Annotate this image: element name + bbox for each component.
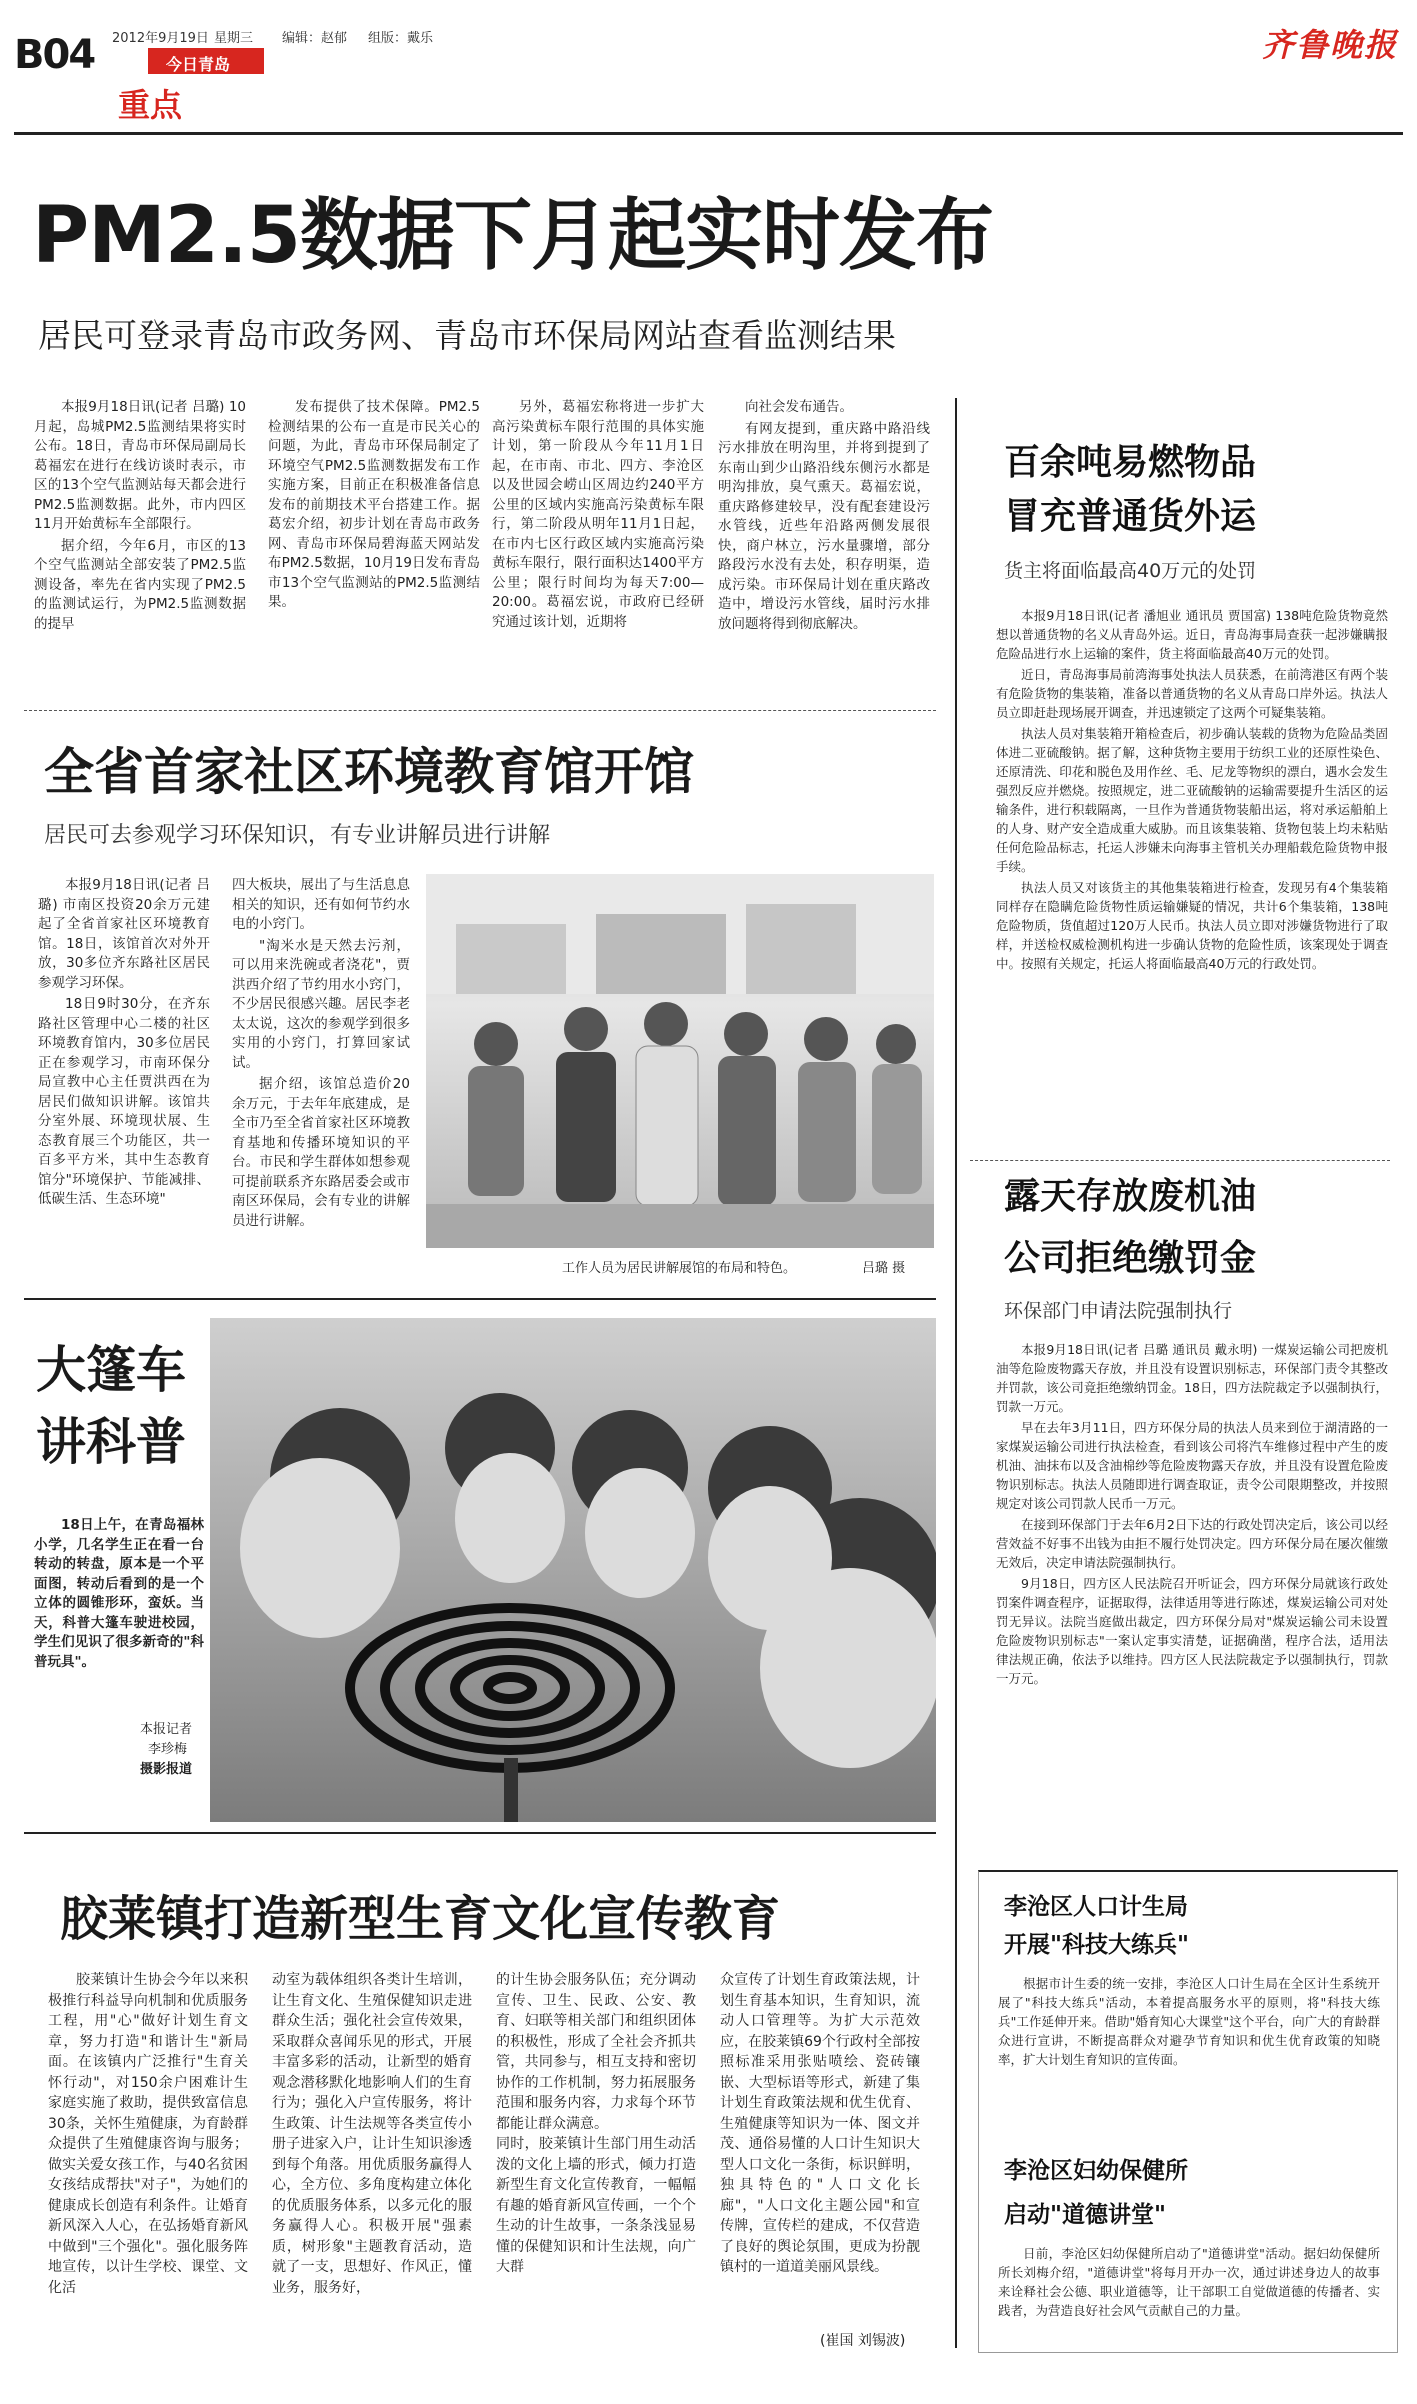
story2-col2-p2: "淘米水是天然去污剂，可以用来洗碗或者浇花"，贾洪西介绍了节约用水小窍门，不少居民很感兴趣。居民李老太太说，这次的参观学到很多实用的小窍门，打算回家试试。 bbox=[232, 937, 410, 1071]
story3-col-4 bbox=[720, 1970, 920, 2326]
right-column-rule bbox=[955, 398, 957, 2348]
feature-byline-2: 李珍梅 bbox=[148, 1742, 188, 1757]
sidebar1-p3: 执法人员对集装箱开箱检查后，初步确认装载的货物为危险品类固体进二亚硫酸钠。据了解，这种货物主要用于纺织工业的还原性染色、还原清洗、印花和脱色及用作丝、毛、尼龙等物织的漂白，遇水会发生强烈反应并燃烧。按照规定，进二亚硫酸钠的运输需要提升生活区的运输条件，进行积载隔离，一旦作为普通货物装船出运，将对承运船舶上的人身、财产安全造成重大威胁。而且该集装箱、货物包装上均未粘贴任何危险品标志，托运人涉嫌未向海事主管机关办理船载危险货物申报手续。 bbox=[996, 726, 1388, 874]
section-label: 重点 bbox=[118, 86, 183, 124]
feature-body bbox=[34, 1516, 204, 1716]
sidebar2-body bbox=[996, 1340, 1388, 1832]
sidebar4-headline-2: 启动"道德讲堂" bbox=[1004, 2202, 1166, 2228]
sidebar1-p1: 本报9月18日讯(记者 潘旭业 通讯员 贾国富) 138吨危险货物竟然想以普通货物的名义从青岛外运。近日，青岛海事局查获一起涉嫌瞒报危险品进行水上运输的案件，货主将面临最高40万元的处罚。 bbox=[996, 608, 1388, 661]
sidebar1-body bbox=[996, 606, 1388, 1166]
sidebar1-divider bbox=[970, 1160, 1390, 1161]
story2-col-1 bbox=[38, 876, 210, 1286]
paper-logo: 齐鲁晚报 bbox=[1262, 26, 1399, 64]
lead-col-2 bbox=[268, 398, 480, 694]
story3-credit: (崔国 刘锡波) bbox=[820, 2333, 906, 2349]
sidebar2-p4: 9月18日，四方区人民法院召开听证会，四方环保分局就该行政处罚案件调查程序，证据取得，法律适用等进行陈述，煤炭运输公司对处罚无异议。法院当庭做出裁定，四方环保分局对"煤炭运输公司未设置危险废物识别标志"一案认定事实清楚，证据确凿，程序合法，适用法律法规正确，依法予以维持。四方区人民法院裁定予以强制执行，罚款一万元。 bbox=[996, 1576, 1388, 1686]
page-number: B04 bbox=[14, 32, 95, 78]
sidebar2-p2: 早在去年3月11日，四方环保分局的执法人员来到位于湖清路的一家煤炭运输公司进行执法检查，看到该公司将汽车维修过程中产生的废机油、油抹布以及含油棉纱等危险废物露天存放，并且没有设置危险废物识别标志。执法人员随即进行调查取证，责令公司限期整改，并按照规定对该公司罚款人民币一万元。 bbox=[996, 1420, 1388, 1511]
layout-credit: 组版：戴乐 bbox=[368, 31, 434, 46]
sidebar2-subhead: 环保部门申请法院强制执行 bbox=[1004, 1300, 1233, 1322]
story3-col-3 bbox=[496, 1970, 696, 2348]
sidebar3-body bbox=[998, 1974, 1380, 2124]
sidebar1-p2: 近日，青岛海事局前湾海事处执法人员获悉，在前湾港区有两个装有危险货物的集装箱，准备以普通货物的名义从青岛口岸外运。执法人员立即赶赴现场展开调查，并迅速锁定了这两个可疑集装箱。 bbox=[996, 667, 1388, 720]
exhibit-photo-caption: 工作人员为居民讲解展馆的布局和特色。 bbox=[562, 1261, 797, 1276]
lead-col4-p1: 向社会发布通告。 bbox=[745, 399, 853, 415]
lead-col-1 bbox=[34, 398, 246, 694]
issue-date: 2012年9月19日 bbox=[112, 31, 209, 46]
story3-col4-text: 众宣传了计划生育政策法规，计划生育基本知识，生育知识，流动人口管理等。为扩大示范效应，在胶莱镇69个行政村全部按照标准采用张贴喷绘、瓷砖镶嵌、大型标语等形式，新建了集计划生育政策法规和优生优育、生殖健康等知识为一体、图文并茂、通俗易懂的人口计生知识大型人口文化一条街，标识鲜明，独具特色的"人口文化长廊"，"人口文化主题公园"和宣传牌，宣传栏的建成，不仅营造了良好的舆论氛围，更成为扮靓镇村的一道道美丽风景线。 bbox=[720, 1972, 920, 2275]
story2-col1-p1: 本报9月18日讯(记者 吕璐) 市南区投资20余万元建起了全省首家社区环境教育馆。18日，该馆首次对外开放，30多位齐东路社区居民参观学习环保。 bbox=[38, 877, 210, 991]
sidebar1-subhead: 货主将面临最高40万元的处罚 bbox=[1004, 560, 1257, 582]
sidebar2-headline-2: 公司拒绝缴罚金 bbox=[1004, 1238, 1257, 1279]
story2-col2-p3: 据介绍，该馆总造价20余万元，于去年年底建成，是全市乃至全省首家社区环境教育基地和传播环境知识的平台。市民和学生群体如想参观可提前联系齐东路居委会或市南区环保局，会有专业的讲解员进行讲解。 bbox=[232, 1076, 410, 1229]
exhibit-photo-credit: 吕璐 摄 bbox=[862, 1261, 906, 1276]
story2-subhead: 居民可去参观学习环保知识，有专业讲解员进行讲解 bbox=[44, 823, 551, 848]
feature-photo bbox=[210, 1318, 936, 1822]
issue-weekday: 星期三 bbox=[214, 31, 254, 46]
lead-col1-p2: 据介绍，今年6月，市区的13个空气监测站全部安装了PM2.5监测设备，率先在省内实现了PM2.5的监测试运行，为PM2.5监测数据的提早 bbox=[34, 537, 246, 632]
exhibit-photo-scene bbox=[426, 874, 934, 1248]
feature-title-1: 大篷车 bbox=[36, 1341, 186, 1399]
lead-col-4 bbox=[718, 398, 930, 694]
sidebar1-headline-2: 冒充普通货外运 bbox=[1004, 496, 1257, 537]
sidebar3-p1: 根据市计生委的统一安排，李沧区人口计生局在全区计生系统开展了"科技大练兵"活动，本着提高服务水平的原则，将"科技大练兵"工作延伸开来。借助"婚育知心大课堂"这个平台，向广大的育龄群众进行宣讲，不断提高群众对避孕节育知识和优生优育政策的知晓率，扩大计划生育知识的宣传面。 bbox=[998, 1976, 1380, 2067]
story3-headline: 胶莱镇打造新型生育文化宣传教育 bbox=[60, 1891, 781, 1947]
lead-headline: PM2.5数据下月起实时发布 bbox=[32, 191, 993, 281]
sidebar1-p4: 执法人员又对该货主的其他集装箱进行检查，发现另有4个集装箱同样存在隐瞒危险货物性质运输嫌疑的情况，共计6个集装箱，138吨危险物质，货值超过120万人民币。执法人员立即对涉嫌货物进行了取样，并送检权威检测机构进一步确认货物的危险性质，该案现处于调查中。按照有关规定，托运人将面临最高40万元的行政处罚。 bbox=[996, 880, 1388, 971]
sidebar2-p1: 本报9月18日讯(记者 吕璐 通讯员 戴永明) 一煤炭运输公司把废机油等危险废物露天存放，并且没有设置识别标志，环保部门责令其整改并罚款，该公司竟拒绝缴纳罚金。18日，四方法院裁定予以强制执行，罚款一万元。 bbox=[996, 1342, 1388, 1414]
feature-top-rule bbox=[24, 1298, 936, 1300]
exhibit-photo bbox=[426, 874, 934, 1248]
lead-col2-p1: 发布提供了技术保障。PM2.5检测结果的公布一直是市民关心的问题，为此，青岛市环保局制定了环境空气PM2.5监测数据发布工作实施方案，目前正在积极准备信息发布的前期技术平台搭建工作。据葛宏介绍，初步计划在青岛市政务网、青岛市环保局碧海蓝天网站发布PM2.5数据，10月19日发布青岛市13个空气监测站的PM2.5监测结果。 bbox=[268, 399, 480, 610]
lead-subhead: 居民可登录青岛市政务网、青岛市环保局网站查看监测结果 bbox=[38, 316, 896, 355]
story3-col-2 bbox=[272, 1970, 472, 2348]
lead-divider bbox=[24, 710, 936, 711]
feature-byline-3: 摄影报道 bbox=[140, 1762, 193, 1777]
sidebar1-headline-1: 百余吨易燃物品 bbox=[1004, 442, 1257, 483]
editor-credit: 编辑：赵郁 bbox=[282, 31, 348, 46]
lead-col1-p1: 本报9月18日讯(记者 吕璐) 10月起，岛城PM2.5监测结果将实时公布。18日，青岛市环保局副局长葛福宏在进行在线访谈时表示，市区的13个空气监测站每天都会进行PM2.5监测数据。此外，市内四区11月开始黄标车全部限行。 bbox=[34, 399, 246, 532]
feature-bottom-rule bbox=[24, 1832, 936, 1834]
sidebar2-headline-1: 露天存放废机油 bbox=[1004, 1176, 1257, 1217]
feature-title-2: 讲科普 bbox=[36, 1413, 186, 1471]
sidebar4-body bbox=[998, 2244, 1380, 2344]
story3-col3-text: 的计生协会服务队伍；充分调动宣传、卫生、民政、公安、教育、妇联等相关部门和组织团体的积极性，形成了全社会齐抓共管，共同参与，相互支持和密切协作的工作机制，努力拓展服务范围和服务内容，力求每个环节都能让群众满意。 同时，胶莱镇计生部门用生动活泼的文化上墙的形式，倾力打造新型生育文化宣传教育，一幅幅有趣的婚育新风宣传画，一个个生动的计生故事，一条条浅显易懂的保健知识和计生法规，向广大群 bbox=[496, 1972, 696, 2275]
sidebar4-p1: 日前，李沧区妇幼保健所启动了"道德讲堂"活动。据妇幼保健所所长刘梅介绍，"道德讲堂"将每月开办一次，通过讲述身边人的故事来诠释社会公德、职业道德等，让干部职工自觉做道德的传播者、实践者，为营造良好社会风气贡献自己的力量。 bbox=[998, 2246, 1380, 2318]
story3-col1-text: 胶莱镇计生协会今年以来积极推行科益导向机制和优质服务工程，用"心"做好计划生育文章，努力打造"和谐计生"新局面。在该镇内广泛推行"生育关怀行动"，对150余户困难计生家庭实施了救助，提供致富信息30条，关怀生殖健康，为育龄群众提供了生殖健康咨询与服务；做实关爱女孩工作，与40名贫困女孩结成帮扶"对子"，为她们的健康成长创造有利条件。让婚育新风深入人心，在弘扬婚育新风中做到"三个强化"。强化服务阵地宣传，以计生学校、课堂、文化活 bbox=[48, 1972, 248, 2296]
sidebar3-headline-2: 开展"科技大练兵" bbox=[1004, 1932, 1189, 1958]
feature-photo-scene bbox=[210, 1318, 936, 1822]
story2-col1-p2: 18日9时30分，在齐东路社区管理中心二楼的社区环境教育馆内，30多位居民正在参观学习，市南环保分局宣教中心主任贾洪西在为居民们做知识讲解。该馆共分室外展、环境现状展、生态教育展三个功能区，共一百多平方米，其中生态教育馆分"环境保护、节能减排、低碳生活、生态环境" bbox=[38, 996, 210, 1207]
story2-col-2 bbox=[232, 876, 410, 1286]
sidebar3-headline-1: 李沧区人口计生局 bbox=[1004, 1894, 1188, 1920]
sidebar2-p3: 在接到环保部门于去年6月2日下达的行政处罚决定后，该公司以经营效益不好事不出钱为由拒不履行处罚决定。四方环保分局在屡次催缴无效后，决定申请法院强制执行。 bbox=[996, 1517, 1388, 1570]
section-tab-label: 今日青岛 bbox=[166, 55, 231, 74]
story2-col2-p1: 四大板块，展出了与生活息息相关的知识，还有如何节约水电的小窍门。 bbox=[232, 877, 410, 932]
feature-byline-1: 本报记者 bbox=[140, 1722, 193, 1737]
lead-col-3 bbox=[492, 398, 704, 694]
story2-headline: 全省首家社区环境教育馆开馆 bbox=[44, 743, 694, 801]
sidebar4-headline-1: 李沧区妇幼保健所 bbox=[1004, 2158, 1188, 2184]
story3-col-1 bbox=[48, 1970, 248, 2348]
story3-col2-text: 动室为载体组织各类计生培训，让生育文化、生殖保健知识走进群众生活；强化社会宣传效果，采取群众喜闻乐见的形式，开展丰富多彩的活动，让新型的婚育观念潜移默化地影响人们的生育行为；强化入户宣传服务，将计生政策、计生法规等各类宣传小册子进家入户，让计生知识渗透到每个角落。用优质服务赢得人心，全方位、多角度构建立体化的优质服务体系，以多元化的服务赢得人心。积极开展"强素质，树形象"主题教育活动，造就了一支，思想好、作风正，懂业务，服务好， bbox=[272, 1972, 472, 2296]
feature-body-text: 18日上午，在青岛福林小学，几名学生正在看一台转动的转盘，原本是一个平面图，转动后看到的是一个立体的圆锥形环，蛮妖。当天，科普大篷车驶进校园，学生们见识了很多新奇的"科普玩具"。 bbox=[34, 1517, 204, 1670]
lead-col3-p1: 另外，葛福宏称将进一步扩大高污染黄标车限行范围的具体实施计划，第一阶段从今年11月1日起，在市南、市北、四方、李沧区以及世园会崂山区周边约240平方公里的区域内实施高污染黄标车限行，第二阶段从明年11月1日起，在市内七区行政区域内实施高污染黄标车限行，限行面积达1400平方公里；限行时间均为每天7:00—20:00。葛福宏说，市政府已经研究通过该计划，近期将 bbox=[492, 399, 704, 630]
masthead-rule bbox=[14, 132, 1403, 135]
lead-col4-p2: 有网友提到，重庆路中路沿线污水排放在明沟里，并将到提到了东南山到少山路沿线东侧污水都是明沟排放，臭气熏天。葛福宏说，重庆路修建较早，没有配套建设污水管线，近些年沿路两侧发展很快，商户林立，污水量骤增，部分路段污水没有去处，积存明渠，造成污染。市环保局计划在重庆路改造中，增设污水管线，届时污水排放问题将得到彻底解决。 bbox=[718, 420, 930, 632]
